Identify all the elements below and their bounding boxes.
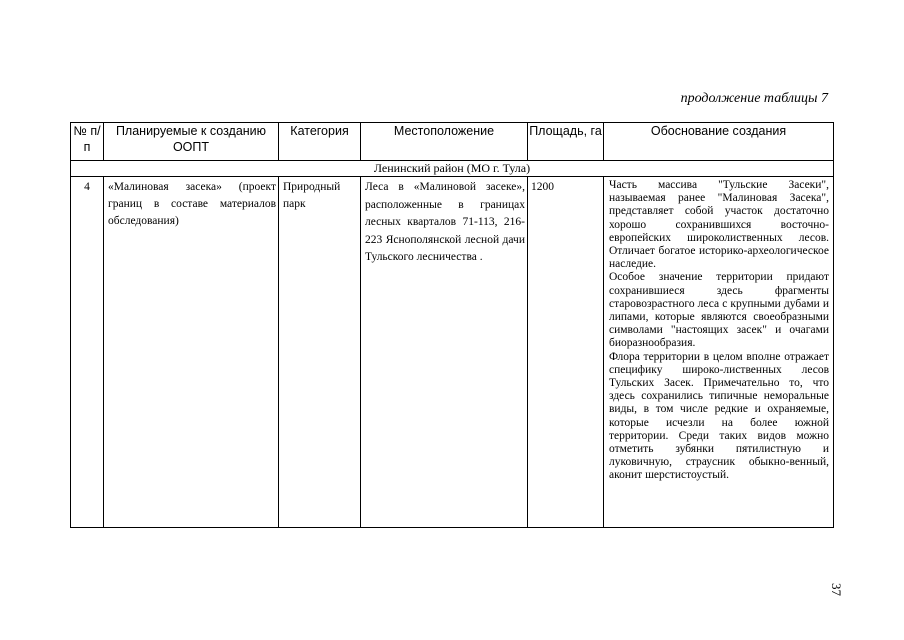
table-continuation-caption: продолжение таблицы 7 — [680, 91, 828, 106]
cell-name: «Малиновая засека» (проект границ в составе материалов обследования) — [104, 177, 279, 528]
header-num: № п/п — [71, 123, 104, 161]
table-header-row — [71, 123, 834, 161]
header-name: Планируемые к созданию ООПТ — [104, 123, 279, 161]
cell-justification — [604, 177, 834, 528]
header-category: Категория — [279, 123, 361, 161]
header-area: Площадь, га — [528, 123, 604, 161]
cell-num: 4 — [71, 177, 104, 528]
justification-paragraph: Флора территории в целом вполне отражает специфику широко-лиственных лесов Тульских Засек. Примечательно то, что здесь сохранились типичные неморальные виды, в том числе редкие и охраняемые, которые исчезли на более южной территории. Среди таких видов можно отметить зубянки пятилистную и луковичную, страусник обыкно-венный, аконит шерстистоустый. — [609, 350, 829, 482]
cell-category: Природный парк — [279, 177, 361, 528]
cell-area: 1200 — [528, 177, 604, 528]
section-title: Ленинский район (МО г. Тула) — [71, 161, 834, 177]
protected-areas-table — [70, 122, 834, 528]
header-location: Местоположение — [361, 123, 528, 161]
section-row — [71, 161, 834, 177]
justification-paragraph: Особое значение территории придают сохранившиеся здесь фрагменты старовозрастного леса с крупными дубами и липами, которые являются своеобразными символами "настоящих засек" и очагами биоразнообразия. — [609, 271, 829, 350]
cell-location: Леса в «Малиновой засеке», расположенные в границах лесных кварталов 71-113, 216-223 Яснополянской лесной дачи Тульского лесничества . — [361, 177, 528, 528]
page-number: 37 — [829, 583, 844, 596]
header-justification: Обоснование создания — [604, 123, 834, 161]
table-row — [71, 177, 834, 528]
justification-paragraph: Часть массива "Тульские Засеки", называемая ранее "Малиновая Засека", представляет собой участок достаточно хорошо сохранившихся восточно-европейских широколиственных лесов. Отличает богатое историко-археологическое наследие. — [609, 179, 829, 271]
